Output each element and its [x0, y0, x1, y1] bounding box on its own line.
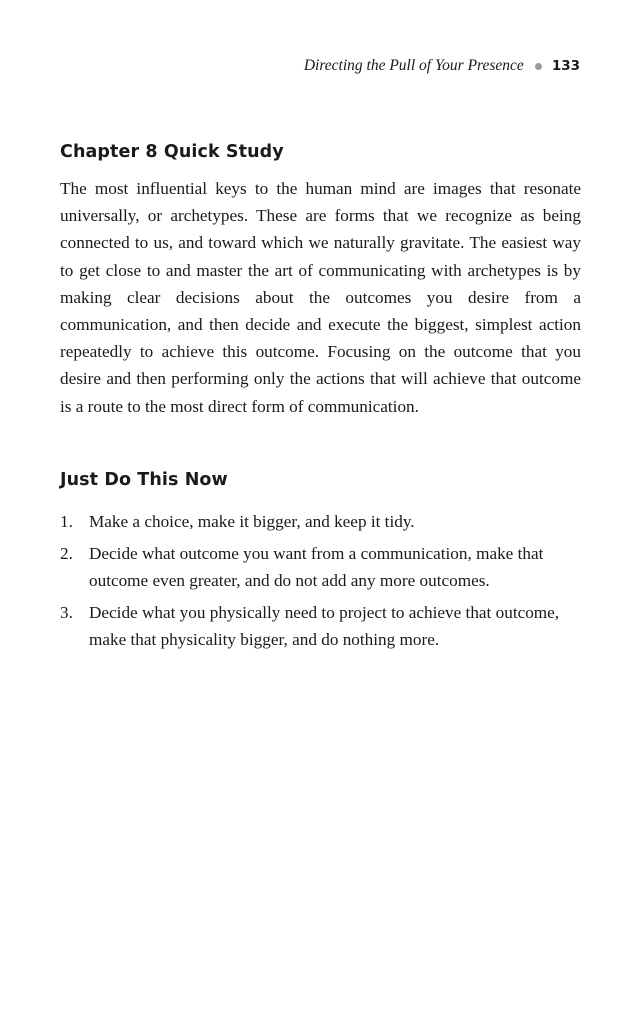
list-item-text: Make a choice, make it bigger, and keep it tidy. [89, 512, 415, 531]
bullet-separator-icon [535, 63, 542, 70]
list-item [60, 540, 581, 595]
section-heading-quick-study: Chapter 8 Quick Study [60, 142, 284, 162]
numbered-steps-list [60, 508, 581, 658]
list-item-text: Decide what outcome you want from a communication, make that outcome even greater, and do not add any more outcomes. [89, 543, 544, 590]
page-number: 133 [551, 58, 580, 74]
list-item-number: 3. [60, 602, 73, 622]
quick-study-paragraph: The most influential keys to the human mind are images that resonate universally, or archetypes. These are forms that we recognize as being connected to us, and toward which we naturally gravitate. The easiest way to get close to and master the art of communicating with archetypes is by making clear decisions about the outcomes you desire from a communication, and then decide and execute the biggest, simplest action repeatedly to achieve this outcome. Focusing on the outcome that you desire and then performing only the actions that will achieve that outcome is a route to the most direct form of communication. [60, 179, 581, 416]
list-item-text: Decide what you physically need to project to achieve that outcome, make that physicality bigger, and do nothing more. [89, 602, 560, 649]
running-header [304, 57, 580, 75]
section-heading-just-do-this-now: Just Do This Now [60, 470, 228, 490]
list-item [60, 508, 581, 536]
running-title: Directing the Pull of Your Presence [303, 57, 524, 74]
list-item-number: 1. [60, 512, 73, 531]
list-item [60, 599, 581, 654]
list-item-number: 2. [60, 543, 73, 563]
